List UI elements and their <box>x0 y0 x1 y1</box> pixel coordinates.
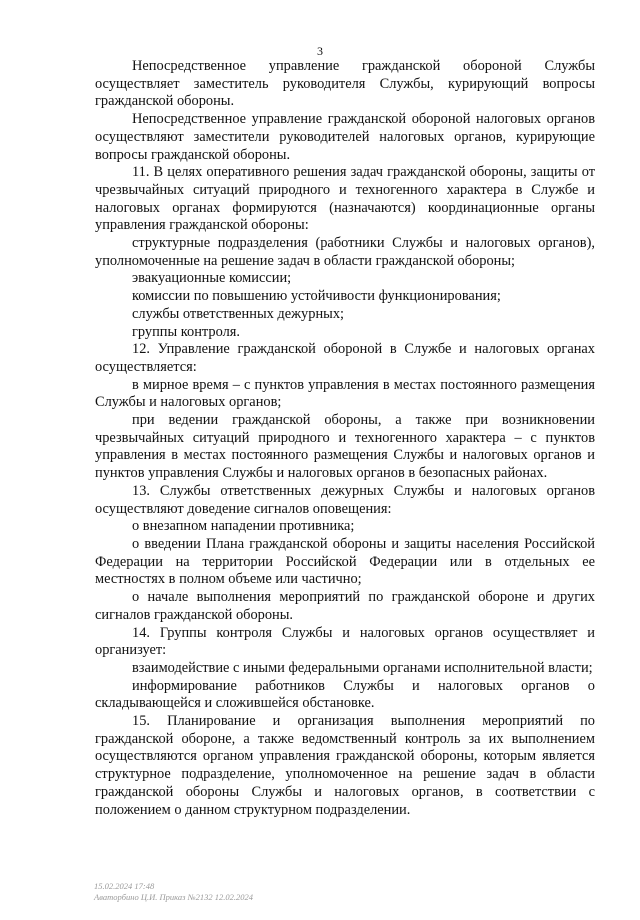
paragraph: Непосредственное управление гражданской обороной Службы осуществляет заместитель руководителя Службы, курирующий вопросы гражданской обороны. <box>95 58 595 110</box>
document-body <box>95 58 595 819</box>
list-item: службы ответственных дежурных; <box>132 305 345 322</box>
footer-reference: Аваторбино Ц.И. Приказ №2132 12.02.2024 <box>94 892 253 902</box>
list-item: при ведении гражданской обороны, а также при возникновении чрезвычайных ситуаций природного и техногенного характера – с пунктов управления в местах постоянного размещения Службы и налоговых органов и пунктов управления Службы и налоговых органов в безопасных районах. <box>95 412 595 482</box>
list-item: комиссии по повышению устойчивости функционирования; <box>132 288 501 305</box>
list-item: группы контроля. <box>132 323 240 340</box>
list-item: в мирное время – с пунктов управления в местах постоянного размещения Службы и налоговых органов; <box>95 376 595 411</box>
paragraph: 11. В целях оперативного решения задач гражданской обороны, защиты от чрезвычайных ситуаций природного и техногенного характера в Службе и налоговых органах формируются (назначаются) координационные органы управления гражданской обороны: <box>95 164 595 234</box>
list-item: о начале выполнения мероприятий по гражданской обороне и других сигналов гражданской обороны. <box>95 589 595 623</box>
paragraph: 12. Управление гражданской обороной в Службе и налоговых органах осуществляется: <box>95 341 595 375</box>
list-item: взаимодействие с иными федеральными органами исполнительной власти; <box>132 659 593 676</box>
page-number: 3 <box>317 44 323 58</box>
paragraph: 13. Службы ответственных дежурных Службы и налоговых органов осуществляют доведение сигналов оповещения: <box>95 482 595 517</box>
list-item: о введении Плана гражданской обороны и защиты населения Российской Федерации на территории Российской Федерации или в отдельных ее местностях в полном объеме или частично; <box>95 535 595 588</box>
paragraph: 14. Группы контроля Службы и налоговых органов осуществляет и организует: <box>95 624 595 659</box>
footer-timestamp: 15.02.2024 17:48 <box>94 881 155 891</box>
paragraph: Непосредственное управление гражданской обороной налоговых органов осуществляют заместители руководителей налоговых органов, курирующие вопросы гражданской обороны. <box>95 111 595 163</box>
list-item: структурные подразделения (работники Службы и налоговых органов), уполномоченные на решение задач в области гражданской обороны; <box>95 235 595 269</box>
list-item: о внезапном нападении противника; <box>132 518 355 535</box>
document-footer-stamp <box>94 881 253 903</box>
list-item: эвакуационные комиссии; <box>132 270 292 287</box>
paragraph: 15. Планирование и организация выполнения мероприятий по гражданской обороне, а также ведомственный контроль за их выполнением осуществляются органом управления гражданской обороны, которым является структурное подразделение, уполномоченное на решение задач в области гражданской обороны Службы и налоговых органов, в соответствии с положением о данном структурном подразделении. <box>95 713 595 818</box>
list-item: информирование работников Службы и налоговых органов о складывающейся и сложившейся обстановке. <box>95 677 595 712</box>
